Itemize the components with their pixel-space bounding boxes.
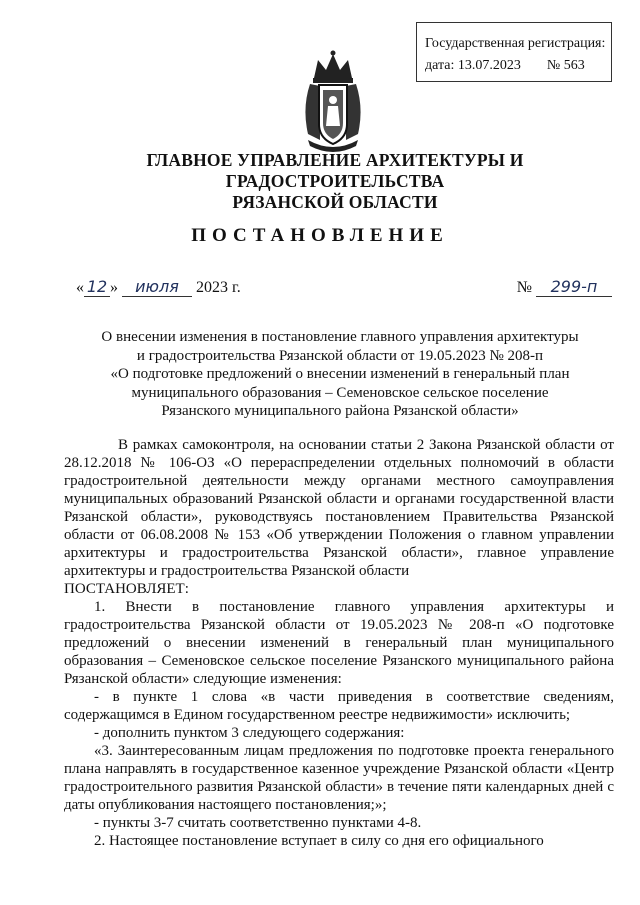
document-date <box>76 278 241 297</box>
intro-paragraph: В рамках самоконтроля, на основании статьи 2 Закона Рязанской области от 28.12.2018 № 106-ОЗ «О перераспределении отдельных полномочий в области градостроительной деятельности между органами местного самоуправления муниципальных образований Рязанской области и органами государственной власти Рязанской области», руководствуясь постановлением Правительства Рязанской области от 06.08.2008 № 153 «Об утверждении Положения о главном управлении архитектуры и градостроительства Рязанской области», главное управление архитектуры и градостроительства Рязанской области <box>64 437 614 579</box>
registration-label: Государственная регистрация: <box>425 36 606 51</box>
handwritten-number: 299-п <box>536 278 612 297</box>
handwritten-day: 12 <box>84 278 110 297</box>
document-subject <box>90 328 590 421</box>
subject-line: и градостроительства Рязанской области от 19.05.2023 № 208-п <box>136 347 544 364</box>
decree-word: ПОСТАНОВЛЯЕТ: <box>64 581 189 597</box>
registration-date: дата: 13.07.2023 <box>425 58 521 73</box>
coat-of-arms-icon <box>300 48 366 158</box>
organization-name <box>40 150 630 213</box>
registration-number: № 563 <box>546 58 585 73</box>
change-1-paragraph: - в пункте 1 слова «в части приведения в соответствие сведениям, содержащимся в Едином государственном реестре недвижимости» исключить; <box>64 689 614 723</box>
date-number-line <box>76 278 612 302</box>
organization-name-line1: ГЛАВНОЕ УПРАВЛЕНИЕ АРХИТЕКТУРЫ И ГРАДОСТРОИТЕЛЬСТВА <box>146 150 524 191</box>
item-1-paragraph: 1. Внести в постановление главного управления архитектуры и градостроительства Рязанской области от 19.05.2023 № 208-п «О подготовке предложений о внесении изменений в генеральный план муниципального образования – Семеновское сельское поселение Рязанского муниципального района Рязанской области» следующие изменения: <box>64 599 614 687</box>
organization-name-line2: РЯЗАНСКОЙ ОБЛАСТИ <box>232 192 438 212</box>
subject-line: О внесении изменения в постановление главного управления архитектуры <box>101 329 579 345</box>
quote-open: « <box>76 279 84 296</box>
change-2-paragraph: - дополнить пунктом 3 следующего содержания: <box>94 725 405 741</box>
document-body <box>64 436 614 850</box>
registration-details <box>425 55 611 77</box>
quote-close: » <box>110 279 118 296</box>
change-2-text-paragraph: «3. Заинтересованным лицам предложения по подготовке проекта генерального плана направлять в государственное казенное учреждение Рязанской области «Центр градостроительного развития Рязанской области» в течение пяти календарных дней с даты опубликования настоящего постановления;»; <box>64 743 614 813</box>
registration-stamp <box>416 22 612 82</box>
subject-line: Рязанского муниципального района Рязанской области» <box>161 403 519 419</box>
document-year: 2023 г. <box>196 279 241 296</box>
document-number <box>517 278 612 297</box>
subject-line: муниципального образования – Семеновское сельское поселение <box>131 384 549 401</box>
number-prefix: № <box>516 279 532 296</box>
document-type-title: ПОСТАНОВЛЕНИЕ <box>191 225 449 246</box>
item-2-paragraph: 2. Настоящее постановление вступает в силу со дня его официального <box>94 833 544 849</box>
change-3-paragraph: - пункты 3-7 считать соответственно пунктами 4-8. <box>94 815 422 831</box>
handwritten-month: июля <box>122 278 192 297</box>
subject-line: «О подготовке предложений о внесении изменений в генеральный план <box>110 366 570 382</box>
